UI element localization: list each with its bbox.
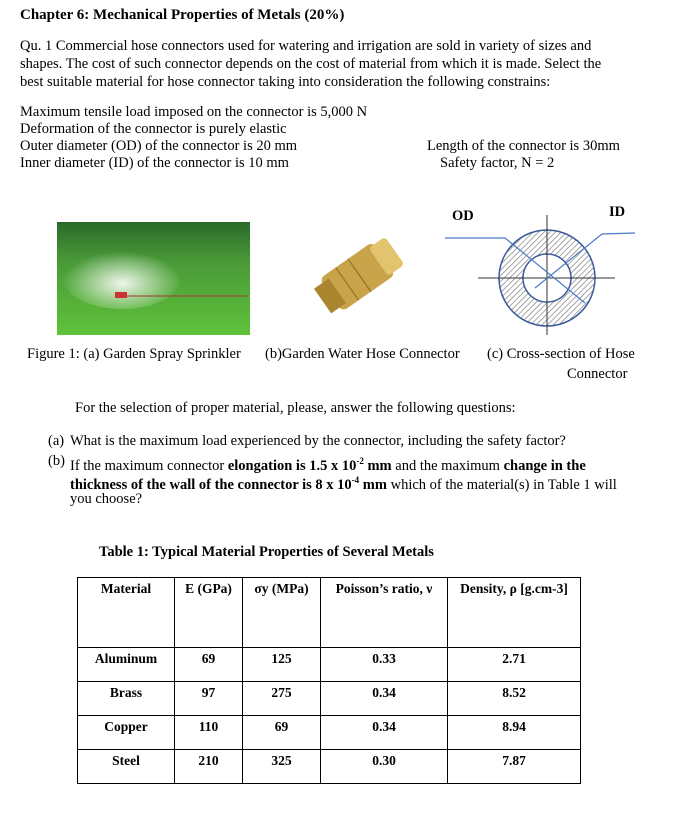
table-row (78, 682, 581, 716)
cell: 0.33 (321, 648, 448, 682)
caption-c2: Connector (567, 366, 628, 382)
question-b: If the maximum connector elongation is 1.5 x $10^{-2}$ mm and the maximum change in the (70, 456, 586, 474)
id-label: ID (609, 204, 626, 220)
caption-c: (c) Cross-section of Hose (487, 346, 635, 362)
material-table (77, 577, 581, 784)
cell: Steel (78, 750, 175, 784)
cell: 325 (243, 750, 321, 784)
header-cell: E (GPa) (175, 578, 243, 648)
sprinkler-image (57, 222, 250, 335)
cell: 275 (243, 682, 321, 716)
caption-b: (b)Garden Water Hose Connector (265, 346, 460, 362)
constraint: Inner diameter (ID) of the connector is 10 mm (20, 155, 289, 171)
header-cell: σy (MPa) (243, 578, 321, 648)
cell: 125 (243, 648, 321, 682)
constraint: Maximum tensile load imposed on the connector is 5,000 N (20, 104, 368, 120)
header-cell: Density, ρ [g.cm-3] (448, 578, 581, 648)
header-cell: Poisson’s ratio, ν (321, 578, 448, 648)
cell: 110 (175, 716, 243, 750)
cell: 8.52 (448, 682, 581, 716)
table-row (78, 750, 581, 784)
question-a-label: (a) (48, 433, 65, 449)
questions-intro: For the selection of proper material, please, answer the following questions: (75, 400, 516, 416)
od-label: OD (452, 208, 474, 224)
table-row (78, 716, 581, 750)
cell: 97 (175, 682, 243, 716)
constraint: Deformation of the connector is purely elastic (20, 121, 287, 137)
cell: 0.34 (321, 716, 448, 750)
cell: 8.94 (448, 716, 581, 750)
cell: Brass (78, 682, 175, 716)
question-a: What is the maximum load experienced by the connector, including the safety factor? (70, 433, 566, 449)
constraint: Safety factor, N = 2 (440, 155, 555, 171)
cell: 7.87 (448, 750, 581, 784)
intro-line: shapes. The cost of such connector depends on the cost of material from which it is made. Select the (20, 56, 602, 72)
hose-connector-image (305, 222, 410, 332)
table-header-row (78, 578, 581, 648)
cell: Copper (78, 716, 175, 750)
page-title: Chapter 6: Mechanical Properties of Metals (20%) (20, 7, 345, 23)
cell: 69 (175, 648, 243, 682)
intro-line: best suitable material for hose connector taking into consideration the following constrains: (20, 74, 551, 90)
table-title: Table 1: Typical Material Properties of Several Metals (99, 544, 434, 560)
question-b: thickness of the wall of the connector is 8 x $10^{-4}$ mm which of the material(s) in Table 1 will (70, 475, 617, 493)
constraint: Length of the connector is 30mm (427, 138, 620, 154)
cell: Aluminum (78, 648, 175, 682)
header-cell: Material (78, 578, 175, 648)
constraints-left (20, 104, 367, 172)
question-b: you choose? (70, 491, 143, 507)
question-b-label: (b) (48, 453, 65, 469)
cell: 0.34 (321, 682, 448, 716)
intro-line: Qu. 1 Commercial hose connectors used for watering and irrigation are sold in variety of sizes and (20, 38, 592, 54)
caption-a: Figure 1: (a) Garden Spray Sprinkler (27, 346, 241, 362)
cell: 69 (243, 716, 321, 750)
cell: 210 (175, 750, 243, 784)
constraint: Outer diameter (OD) of the connector is 20 mm (20, 138, 298, 154)
cell: 2.71 (448, 648, 581, 682)
table-row (78, 648, 581, 682)
cell: 0.30 (321, 750, 448, 784)
